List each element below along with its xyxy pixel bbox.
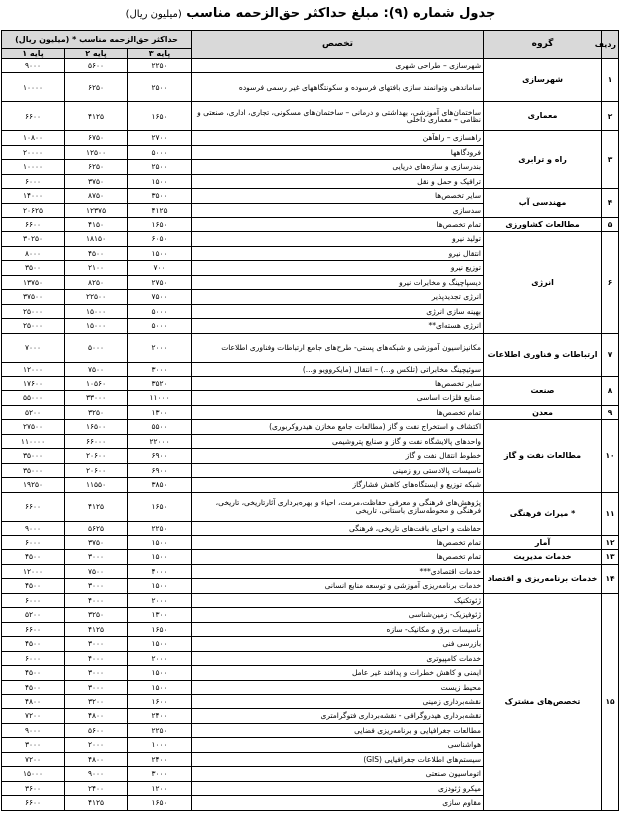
level-2-fee: ۳۷۵۰ (65, 536, 128, 550)
level-3-fee: ۳۸۵۰ (128, 478, 192, 492)
row-number: ۱۳ (602, 550, 619, 564)
level-3-fee: ۱۵۰۰ (128, 637, 192, 651)
row-number: ۱۰ (602, 420, 619, 492)
table-row (2, 102, 619, 131)
level-3-fee: ۱۶۵۰ (128, 102, 192, 131)
specialty-cell: اتوماسیون صنعتی (192, 767, 484, 781)
level-1-fee: ۲۰۰۰۰ (2, 145, 65, 159)
level-2-fee: ۳۰۰۰ (65, 550, 128, 564)
group-name: آمار (484, 536, 602, 550)
level-3-fee: ۱۶۵۰ (128, 796, 192, 811)
table-row (2, 377, 619, 391)
specialty-cell: بندرسازی و سازه‌های دریایی (192, 160, 484, 174)
specialty-cell: حفاظت و احیای بافت‌های تاریخی، فرهنگی (192, 521, 484, 535)
specialty-cell: خدمات کامپیوتری (192, 651, 484, 665)
header-group: گروه (484, 31, 602, 59)
level-2-fee: ۴۵۰۰ (65, 246, 128, 260)
level-2-fee: ۴۸۰۰ (65, 752, 128, 766)
level-1-fee: ۱۰۰۰۰ (2, 160, 65, 174)
level-3-fee: ۱۵۰۰ (128, 579, 192, 593)
level-2-fee: ۳۳۰۰۰ (65, 391, 128, 405)
level-1-fee: ۶۶۰۰ (2, 492, 65, 521)
level-3-fee: ۲۲۰۰۰ (128, 434, 192, 448)
level-3-fee: ۱۶۵۰ (128, 492, 192, 521)
level-2-fee: ۳۲۰۰ (65, 695, 128, 709)
level-1-fee: ۲۵۰۰۰ (2, 304, 65, 318)
table-row (2, 218, 619, 232)
specialty-cell: واحدهای پالایشگاه نفت و گاز و صنایع پتروشیمی (192, 434, 484, 448)
level-3-fee: ۶۹۰۰ (128, 449, 192, 463)
level-1-fee: ۳۶۰۰ (2, 781, 65, 795)
level-3-fee: ۲۰۰۰ (128, 593, 192, 607)
group-name: انرژی (484, 232, 602, 333)
table-row (2, 564, 619, 578)
level-1-fee: ۴۵۰۰ (2, 579, 65, 593)
group-name: تخصص‌های مشترک (484, 593, 602, 810)
level-1-fee: ۷۰۰۰ (2, 333, 65, 362)
level-2-fee: ۴۱۲۵ (65, 492, 128, 521)
table-title (0, 6, 621, 21)
specialty-cell: دیسپاچینگ و مخابرات نیرو (192, 275, 484, 289)
level-1-fee: ۳۷۵۰۰ (2, 290, 65, 304)
level-3-fee: ۷۵۰۰ (128, 290, 192, 304)
table-row (2, 333, 619, 362)
specialty-cell: ترافیک و حمل و نقل (192, 174, 484, 188)
level-3-fee: ۲۲۵۰ (128, 521, 192, 535)
level-3-fee: ۲۵۰۰ (128, 73, 192, 102)
level-2-fee: ۳۰۰۰ (65, 680, 128, 694)
level-3-fee: ۲۰۰۰ (128, 333, 192, 362)
specialty-cell: انرژی تجدیدپذیر (192, 290, 484, 304)
specialty-cell: نقشه‌برداری هیدروگرافی - نقشه‌برداری فتوگرامتری (192, 709, 484, 723)
specialty-cell: تمام تخصص‌ها (192, 550, 484, 564)
level-2-fee: ۷۵۰۰ (65, 362, 128, 376)
specialty-cell: فرودگاهها (192, 145, 484, 159)
level-3-fee: ۱۲۰۰ (128, 781, 192, 795)
level-3-fee: ۳۵۲۰ (128, 377, 192, 391)
level-1-fee: ۱۰۸۰۰ (2, 131, 65, 145)
level-2-fee: ۱۲۵۰۰ (65, 145, 128, 159)
table-row (2, 189, 619, 203)
specialty-cell: میکرو ژئودزی (192, 781, 484, 795)
level-3-fee: ۲۴۰۰ (128, 752, 192, 766)
fee-table (1, 30, 619, 811)
level-1-fee: ۹۰۰۰ (2, 59, 65, 73)
level-3-fee: ۱۶۵۰ (128, 622, 192, 636)
level-2-fee: ۶۲۵۰ (65, 160, 128, 174)
header-level-2: پایه ۲ (65, 49, 128, 59)
specialty-cell: مکانیزاسیون آموزشی و شبکه‌های پستی- طرح‌های جامع ارتباطات وفناوری اطلاعات (192, 333, 484, 362)
level-3-fee: ۳۰۰۰ (128, 767, 192, 781)
level-2-fee: ۴۱۵۰ (65, 218, 128, 232)
row-number: ۸ (602, 377, 619, 406)
level-3-fee: ۱۵۰۰ (128, 246, 192, 260)
level-1-fee: ۴۵۰۰ (2, 550, 65, 564)
level-2-fee: ۹۰۰۰ (65, 767, 128, 781)
level-3-fee: ۵۵۰۰ (128, 420, 192, 434)
specialty-cell: تمام تخصص‌ها (192, 218, 484, 232)
table-row (2, 550, 619, 564)
level-2-fee: ۲۰۶۰۰ (65, 449, 128, 463)
specialty-cell: سدسازی (192, 203, 484, 217)
level-1-fee: ۲۷۵۰۰ (2, 420, 65, 434)
group-name: خدمات برنامه‌ریزی و اقتصاد (484, 564, 602, 593)
level-2-fee: ۴۰۰۰ (65, 651, 128, 665)
specialty-cell: بازرسی فنی (192, 637, 484, 651)
level-1-fee: ۳۵۰۰۰ (2, 463, 65, 477)
level-1-fee: ۷۲۰۰ (2, 752, 65, 766)
level-2-fee: ۱۰۵۶۰ (65, 377, 128, 391)
specialty-cell: ایمنی و کاهش خطرات و پدافند غیر عامل (192, 666, 484, 680)
level-3-fee: ۵۰۰۰ (128, 319, 192, 333)
specialty-cell: پژوهش‌های فرهنگی و معرفی حفاظت،مرمت، احیاء و بهره‌برداری آثارتاریخی، تاریخی، فرهنگی و محوطه‌سازی باستانی، تاریخی (192, 492, 484, 521)
group-name: معدن (484, 405, 602, 419)
level-2-fee: ۵۰۰۰ (65, 333, 128, 362)
level-1-fee: ۱۱۰۰۰۰ (2, 434, 65, 448)
level-3-fee: ۳۵۰۰ (128, 189, 192, 203)
group-name: ارتباطات و فناوری اطلاعات (484, 333, 602, 376)
row-number: ۶ (602, 232, 619, 333)
specialty-cell: ساماندهی وتوانمند سازی بافتهای فرسوده و سکونتگاههای غیر رسمی فرسوده (192, 73, 484, 102)
specialty-cell: ژئوتکنیک (192, 593, 484, 607)
level-1-fee: ۶۶۰۰ (2, 102, 65, 131)
row-number: ۷ (602, 333, 619, 376)
level-1-fee: ۴۵۰۰ (2, 680, 65, 694)
level-1-fee: ۳۰۰۰ (2, 738, 65, 752)
level-3-fee: ۲۴۰۰ (128, 709, 192, 723)
specialty-cell: نقشه‌برداری زمینی (192, 695, 484, 709)
level-1-fee: ۳۵۰۰ (2, 261, 65, 275)
table-row (2, 492, 619, 521)
level-1-fee: ۹۰۰۰ (2, 521, 65, 535)
level-1-fee: ۱۷۶۰۰ (2, 377, 65, 391)
level-3-fee: ۵۰۰۰ (128, 304, 192, 318)
level-2-fee: ۲۰۶۰۰ (65, 463, 128, 477)
level-3-fee: ۷۰۰ (128, 261, 192, 275)
level-3-fee: ۲۷۰۰ (128, 131, 192, 145)
specialty-cell: تاسیسات پالادستی رو زمینی (192, 463, 484, 477)
level-1-fee: ۶۶۰۰ (2, 796, 65, 811)
level-1-fee: ۱۳۷۵۰ (2, 275, 65, 289)
level-3-fee: ۱۵۰۰ (128, 536, 192, 550)
specialty-cell: سوئیچینگ مخابراتی (تلکس و...) – انتقال (مایکروویو و...) (192, 362, 484, 376)
specialty-cell: تأسیسات برق و مکانیک- سازه (192, 622, 484, 636)
specialty-cell: مقاوم سازی (192, 796, 484, 811)
level-1-fee: ۶۰۰۰ (2, 536, 65, 550)
level-3-fee: ۳۰۰۰ (128, 362, 192, 376)
specialty-cell: بهینه سازی انرژی (192, 304, 484, 318)
level-3-fee: ۶۹۰۰ (128, 463, 192, 477)
level-1-fee: ۴۵۰۰ (2, 637, 65, 651)
level-2-fee: ۳۲۵۰ (65, 405, 128, 419)
level-1-fee: ۸۰۰۰ (2, 246, 65, 260)
level-3-fee: ۲۰۰۰ (128, 651, 192, 665)
table-row (2, 405, 619, 419)
level-2-fee: ۴۱۲۵ (65, 796, 128, 811)
group-name: صنعت (484, 377, 602, 406)
specialty-cell: انرژی هسته‌ای** (192, 319, 484, 333)
table-title-main: جدول شماره (۹): مبلغ حداکثر حق‌الزحمه مناسب (186, 6, 496, 21)
specialty-cell: هواشناسی (192, 738, 484, 752)
level-2-fee: ۴۱۲۵ (65, 622, 128, 636)
group-name: مطالعات نفت و گاز (484, 420, 602, 492)
specialty-cell: راهسازی – راهآهن (192, 131, 484, 145)
level-1-fee: ۶۰۰۰ (2, 651, 65, 665)
group-name: راه و ترابری (484, 131, 602, 189)
level-1-fee: ۲۵۰۰۰ (2, 319, 65, 333)
level-3-fee: ۴۰۰۰ (128, 564, 192, 578)
level-2-fee: ۱۱۵۵۰ (65, 478, 128, 492)
row-number: ۹ (602, 405, 619, 419)
row-number: ۱ (602, 59, 619, 102)
level-3-fee: ۲۵۰۰ (128, 160, 192, 174)
level-2-fee: ۲۴۰۰ (65, 781, 128, 795)
level-3-fee: ۱۳۰۰ (128, 405, 192, 419)
level-2-fee: ۶۷۵۰ (65, 131, 128, 145)
level-2-fee: ۵۶۲۵ (65, 521, 128, 535)
group-name: معماری (484, 102, 602, 131)
level-1-fee: ۱۵۰۰۰ (2, 767, 65, 781)
specialty-cell: خطوط انتقال نفت و گاز (192, 449, 484, 463)
level-1-fee: ۶۶۰۰ (2, 622, 65, 636)
level-2-fee: ۳۰۰۰ (65, 666, 128, 680)
level-2-fee: ۴۸۰۰ (65, 709, 128, 723)
level-2-fee: ۷۵۰۰ (65, 564, 128, 578)
level-2-fee: ۱۶۵۰۰ (65, 420, 128, 434)
level-2-fee: ۱۲۳۷۵ (65, 203, 128, 217)
level-1-fee: ۶۶۰۰ (2, 218, 65, 232)
level-2-fee: ۲۲۵۰۰ (65, 290, 128, 304)
level-1-fee: ۵۲۰۰ (2, 608, 65, 622)
table-row (2, 232, 619, 246)
specialty-cell: صنایع فلزات اساسی (192, 391, 484, 405)
header-max-fee: حداکثر حق‌الزحمه مناسب * (میلیون ریال) (2, 31, 192, 49)
level-3-fee: ۴۱۲۵ (128, 203, 192, 217)
level-1-fee: ۴۵۰۰ (2, 666, 65, 680)
row-number: ۱۲ (602, 536, 619, 550)
row-number: ۳ (602, 131, 619, 189)
level-3-fee: ۶۰۵۰ (128, 232, 192, 246)
row-number: ۴ (602, 189, 619, 218)
level-1-fee: ۳۰۲۵۰ (2, 232, 65, 246)
specialty-cell: ژئوفیزیک- زمین‌شناسی (192, 608, 484, 622)
row-number: ۱۵ (602, 593, 619, 810)
level-2-fee: ۵۶۰۰ (65, 59, 128, 73)
table-row (2, 59, 619, 73)
level-1-fee: ۶۰۰۰ (2, 174, 65, 188)
level-1-fee: ۵۵۰۰۰ (2, 391, 65, 405)
specialty-cell: مطالعات جغرافیایی و برنامه‌ریزی فضایی (192, 723, 484, 737)
group-name: مطالعات کشاورزی (484, 218, 602, 232)
level-2-fee: ۸۷۵۰ (65, 189, 128, 203)
level-1-fee: ۳۵۰۰۰ (2, 449, 65, 463)
specialty-cell: تمام تخصص‌ها (192, 536, 484, 550)
level-2-fee: ۱۸۱۵۰ (65, 232, 128, 246)
table-row (2, 420, 619, 434)
level-1-fee: ۱۹۲۵۰ (2, 478, 65, 492)
row-number: ۲ (602, 102, 619, 131)
level-1-fee: ۱۲۰۰۰ (2, 362, 65, 376)
group-name: مهندسی آب (484, 189, 602, 218)
group-name: خدمات مدیریت (484, 550, 602, 564)
table-row (2, 593, 619, 607)
level-3-fee: ۱۶۰۰ (128, 695, 192, 709)
specialty-cell: سایر تخصص‌ها (192, 377, 484, 391)
table-row (2, 131, 619, 145)
row-number: ۵ (602, 218, 619, 232)
specialty-cell: تولید نیرو (192, 232, 484, 246)
level-3-fee: ۱۵۰۰ (128, 174, 192, 188)
level-3-fee: ۱۵۰۰ (128, 550, 192, 564)
header-level-1: پایه ۱ (2, 49, 65, 59)
level-1-fee: ۶۰۰۰ (2, 593, 65, 607)
specialty-cell: ساختمان‌های آموزشی، بهداشتی و درمانی – ساختمان‌های مسکونی، تجاری، اداری، صنعتی و نظامی – معماری داخلی (192, 102, 484, 131)
level-3-fee: ۲۷۵۰ (128, 275, 192, 289)
level-2-fee: ۴۱۲۵ (65, 102, 128, 131)
level-1-fee: ۲۰۶۲۵ (2, 203, 65, 217)
level-3-fee: ۱۳۰۰ (128, 608, 192, 622)
level-3-fee: ۵۰۰۰ (128, 145, 192, 159)
table-header (2, 31, 619, 59)
level-2-fee: ۶۲۵۰ (65, 73, 128, 102)
header-level-3: پایه ۳ (128, 49, 192, 59)
specialty-cell: انتقال نیرو (192, 246, 484, 260)
table-row (2, 536, 619, 550)
specialty-cell: شهرسازی – طراحی شهری (192, 59, 484, 73)
level-2-fee: ۵۶۰۰ (65, 723, 128, 737)
level-1-fee: ۵۲۰۰ (2, 405, 65, 419)
level-2-fee: ۳۰۰۰ (65, 637, 128, 651)
specialty-cell: خدمات اقتصادی*** (192, 564, 484, 578)
level-2-fee: ۳۲۵۰ (65, 608, 128, 622)
row-number: ۱۴ (602, 564, 619, 593)
level-3-fee: ۲۲۵۰ (128, 59, 192, 73)
level-3-fee: ۱۱۰۰۰ (128, 391, 192, 405)
level-2-fee: ۳۷۵۰ (65, 174, 128, 188)
row-number: ۱۱ (602, 492, 619, 535)
level-1-fee: ۱۰۰۰۰ (2, 73, 65, 102)
group-name: شهرسازی (484, 59, 602, 102)
level-2-fee: ۱۵۰۰۰ (65, 304, 128, 318)
level-1-fee: ۱۴۰۰۰ (2, 189, 65, 203)
level-2-fee: ۳۰۰۰ (65, 579, 128, 593)
level-1-fee: ۹۰۰۰ (2, 723, 65, 737)
level-2-fee: ۲۰۰۰ (65, 738, 128, 752)
level-3-fee: ۱۰۰۰ (128, 738, 192, 752)
specialty-cell: سیستم‌های اطلاعات جغرافیایی (GIS) (192, 752, 484, 766)
level-1-fee: ۷۲۰۰ (2, 709, 65, 723)
specialty-cell: خدمات برنامه‌ریزی آموزشی و توسعه منابع انسانی (192, 579, 484, 593)
specialty-cell: محیط زیست (192, 680, 484, 694)
header-row-no: ردیف (602, 31, 619, 59)
specialty-cell: اکتشاف و استخراج نفت و گاز (مطالعات جامع مخازن هیدروکربوری) (192, 420, 484, 434)
level-3-fee: ۱۶۵۰ (128, 218, 192, 232)
specialty-cell: تمام تخصص‌ها (192, 405, 484, 419)
level-2-fee: ۱۵۰۰۰ (65, 319, 128, 333)
table-title-unit: (میلیون ریال) (125, 9, 182, 20)
level-3-fee: ۱۵۰۰ (128, 680, 192, 694)
specialty-cell: توزیع نیرو (192, 261, 484, 275)
level-1-fee: ۱۲۰۰۰ (2, 564, 65, 578)
level-3-fee: ۲۲۵۰ (128, 723, 192, 737)
level-2-fee: ۸۲۵۰ (65, 275, 128, 289)
specialty-cell: سایر تخصص‌ها (192, 189, 484, 203)
level-3-fee: ۱۵۰۰ (128, 666, 192, 680)
level-2-fee: ۲۱۰۰ (65, 261, 128, 275)
level-2-fee: ۴۰۰۰ (65, 593, 128, 607)
level-1-fee: ۴۸۰۰ (2, 695, 65, 709)
header-specialty: تخصص (192, 31, 484, 59)
level-2-fee: ۶۶۰۰۰ (65, 434, 128, 448)
group-name: * میراث فرهنگی (484, 492, 602, 535)
specialty-cell: شبکه توزیع و ایستگاه‌های کاهش فشارگاز (192, 478, 484, 492)
table-body (2, 59, 619, 811)
